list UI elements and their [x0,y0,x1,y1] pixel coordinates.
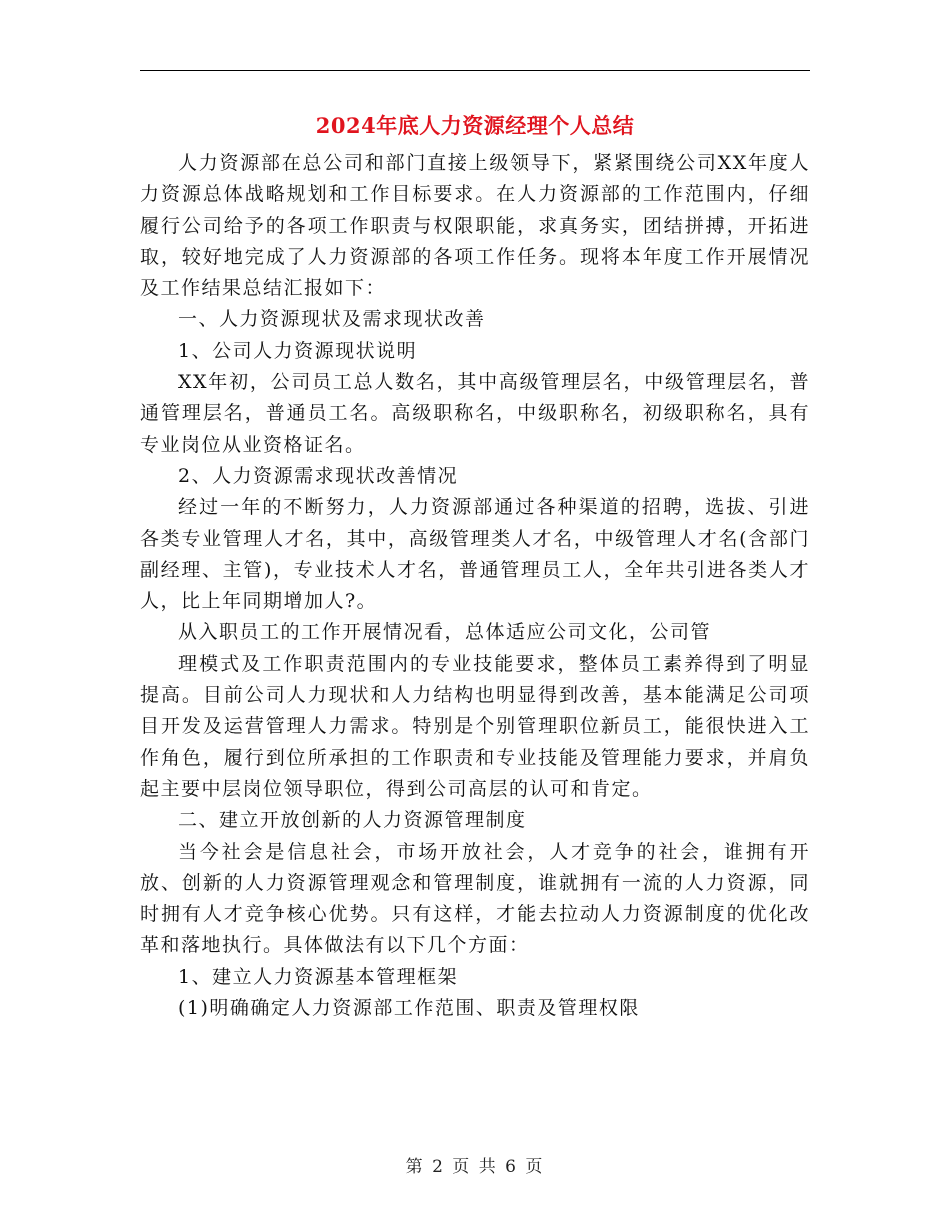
paragraph-staff-count: XX年初，公司员工总人数名，其中高级管理层名，中级管理层名，普通管理层名，普通员工名。高级职称名，中级职称名，初级职称名，具有专业岗位从业资格证名。 [140,371,810,456]
subsection-heading-1-2: 2、人力资源需求现状改善情况 [178,464,459,487]
section-heading-1: 一、人力资源现状及需求现状改善 [178,308,486,331]
document-body [140,148,810,1024]
document-title: 2024年底人力资源经理个人总结 [315,113,635,138]
subsection-heading-1-1: 1、公司人力资源现状说明 [178,339,418,362]
intro-paragraph: 人力资源部在总公司和部门直接上级领导下，紧紧围绕公司XX年度人力资源总体战略规划和工作目标要求。在人力资源部的工作范围内，仔细履行公司给予的各项工作职责与权限职能，求真务实，团结拼搏，开拓进取，较好地完成了人力资源部的各项工作任务。现将本年度工作开展情况及工作结果总结汇报如下： [140,152,810,300]
list-item-2-1-1: (1)明确确定人力资源部工作范围、职责及管理权限 [178,997,640,1020]
paragraph-open-innovation: 当今社会是信息社会，市场开放社会，人才竞争的社会，谁拥有开放、创新的人力资源管理观念和管理制度，谁就拥有一流的人力资源，同时拥有人才竞争核心优势。只有这样，才能去拉动人力资源制度的优化改革和落地执行。具体做法有以下几个方面： [140,840,810,957]
subsection-heading-2-1: 1、建立人力资源基本管理框架 [178,965,459,988]
section-heading-2: 二、建立开放创新的人力资源管理制度 [178,809,527,832]
paragraph-recruitment: 经过一年的不断努力，人力资源部通过各种渠道的招聘，选拔、引进各类专业管理人才名，其中，高级管理类人才名，中级管理人才名(含部门副经理、主管)，专业技术人才名，普通管理员工人，全年共引进各类人才人，比上年同期增加人?。 [140,496,810,613]
paragraph-onboarding-start: 从入职员工的工作开展情况看，总体适应公司文化，公司管 [178,621,712,644]
paragraph-onboarding-continued: 理模式及工作职责范围内的专业技能要求，整体员工素养得到了明显提高。目前公司人力现状和人力结构也明显得到改善，基本能满足公司项目开发及运营管理人力需求。特别是个别管理职位新员工，能很快进入工作角色，履行到位所承担的工作职责和专业技能及管理能力要求，并肩负起主要中层岗位领导职位，得到公司高层的认可和肯定。 [140,652,810,800]
page-number-footer: 第 2 页 共 6 页 [405,1157,545,1177]
header-rule [140,70,810,71]
